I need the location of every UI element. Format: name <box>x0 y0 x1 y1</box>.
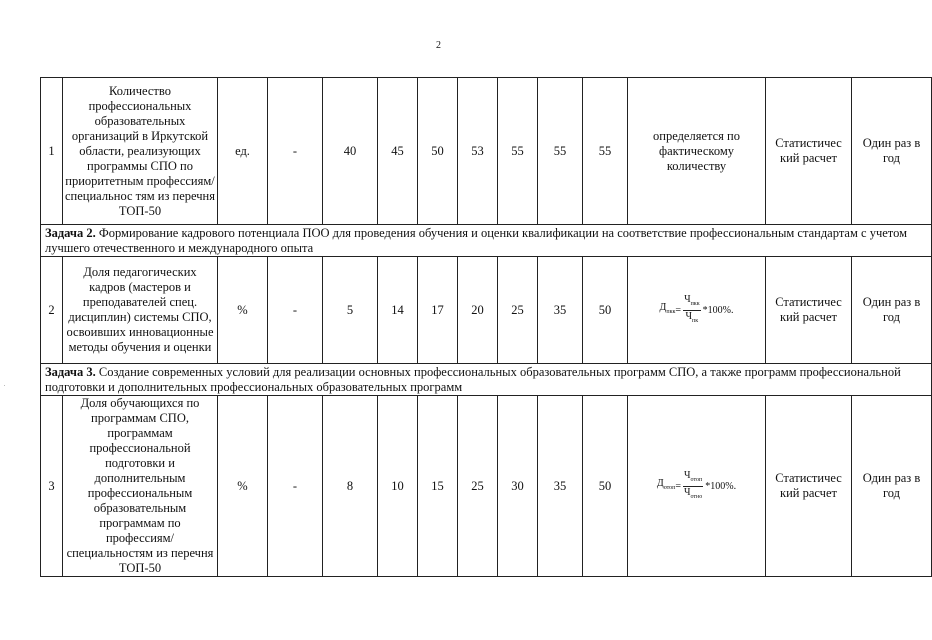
year-value-cell: 30 <box>498 396 538 577</box>
data-source: Статистичес кий расчет <box>766 257 852 364</box>
year-value-cell: 17 <box>418 257 458 364</box>
formula-numerator-subscript: отоп <box>690 476 703 483</box>
year-value-cell: 25 <box>498 257 538 364</box>
row-number: 1 <box>41 78 63 225</box>
formula-lhs-symbol: Д <box>656 478 664 489</box>
frequency: Один раз в год <box>852 396 932 577</box>
year-value-cell: 5 <box>323 257 378 364</box>
formula-numerator-symbol: Ч <box>684 293 691 305</box>
indicator-row <box>41 78 932 225</box>
year-value-cell: 35 <box>538 257 583 364</box>
year-value-cell: 25 <box>458 396 498 577</box>
formula-tail: *100%. <box>702 304 734 316</box>
formula-lhs-subscript: пкк <box>666 309 676 315</box>
year-value-cell: 15 <box>418 396 458 577</box>
year-value-cell: 35 <box>538 396 583 577</box>
margin-mark <box>4 385 5 386</box>
formula-fraction <box>683 294 701 327</box>
year-value-cell: 14 <box>378 257 418 364</box>
formula-denominator-subscript: пк <box>692 317 699 324</box>
indicator-name: Доля обучающихся по программам СПО, программам профессиональной подготовки и дополнительным профессиональным образовательным программам по профессиям/ специальностям из перечня ТОП-50 <box>63 396 218 577</box>
base-value-cell: - <box>268 257 323 364</box>
page-number: 2 <box>436 40 441 51</box>
year-value-cell: 8 <box>323 396 378 577</box>
year-value-cell: 50 <box>418 78 458 225</box>
frequency: Один раз в год <box>852 257 932 364</box>
formula-denominator <box>685 311 700 327</box>
task-row <box>41 225 932 257</box>
data-source: Статистичес кий расчет <box>766 78 852 225</box>
unit-cell: % <box>218 257 268 364</box>
year-value-cell: 53 <box>458 78 498 225</box>
formula-lhs-symbol: Д <box>659 302 667 313</box>
data-source: Статистичес кий расчет <box>766 396 852 577</box>
unit-cell: % <box>218 396 268 577</box>
year-value-cell: 50 <box>583 257 628 364</box>
year-value-cell: 55 <box>498 78 538 225</box>
task-label: Задача 3. <box>45 365 96 379</box>
indicator-row <box>41 257 932 364</box>
formula-numerator-subscript: пкк <box>690 300 700 307</box>
formula-denominator <box>683 487 703 503</box>
indicator-row <box>41 396 932 577</box>
formula-tail: *100%. <box>705 480 737 492</box>
year-value-cell: 45 <box>378 78 418 225</box>
formula: $Д_{пкк}$ = $\frac{Ч_{пкк}}{Ч_{пк}}$ *100%. <box>660 294 734 327</box>
year-value-cell: 55 <box>538 78 583 225</box>
year-value-cell: 40 <box>323 78 378 225</box>
formula-denominator-symbol: Ч <box>684 486 691 498</box>
row-number: 2 <box>41 257 63 364</box>
formula-numerator-symbol: Ч <box>684 469 691 481</box>
formula-lhs-subscript: отоп <box>663 485 676 491</box>
formula-denominator-subscript: отно <box>690 493 703 500</box>
year-value-cell: 55 <box>583 78 628 225</box>
calculation-method: определяется по фактическому количеству <box>628 78 766 225</box>
task-cell <box>41 225 932 257</box>
formula-lhs <box>657 476 676 496</box>
formula: $Д_{отоп}$ = $\frac{Ч_{отоп}}{Ч_{отно}}$ *100%. <box>657 470 736 503</box>
formula-numerator <box>683 470 703 487</box>
task-label: Задача 2. <box>45 226 96 240</box>
formula-fraction <box>683 470 703 503</box>
year-value-cell: 20 <box>458 257 498 364</box>
formula-numerator <box>683 294 701 311</box>
base-value-cell: - <box>268 396 323 577</box>
task-cell <box>41 364 932 396</box>
indicator-name: Количество профессиональных образовательных организаций в Иркутской области, реализующих программы СПО по приоритетным профессиям/специальнос тям из перечня ТОП-50 <box>63 78 218 225</box>
unit-cell: ед. <box>218 78 268 225</box>
formula-lhs <box>660 300 676 320</box>
task-row <box>41 364 932 396</box>
formula-denominator-symbol: Ч <box>685 310 693 322</box>
base-value-cell: - <box>268 78 323 225</box>
year-value-cell: 10 <box>378 396 418 577</box>
task-text: Формирование кадрового потенциала ПОО для проведения обучения и оценки квалификации на соответствие профессиональным стандартам с учетом лучшего отечественного и международного опыта <box>45 226 907 255</box>
indicator-name: Доля педагогических кадров (мастеров и преподавателей спец. дисциплин) системы СПО, освоивших инновационные методы обучения и оценки <box>63 257 218 364</box>
task-text: Создание современных условий для реализации основных профессиональных образовательных программ СПО, а также программ профессиональной подготовки и дополнительных профессиональных образовательных программ <box>45 365 901 394</box>
row-number: 3 <box>41 396 63 577</box>
frequency: Один раз в год <box>852 78 932 225</box>
year-value-cell: 50 <box>583 396 628 577</box>
indicators-table <box>40 77 932 577</box>
calculation-formula <box>628 257 766 364</box>
calculation-formula <box>628 396 766 577</box>
